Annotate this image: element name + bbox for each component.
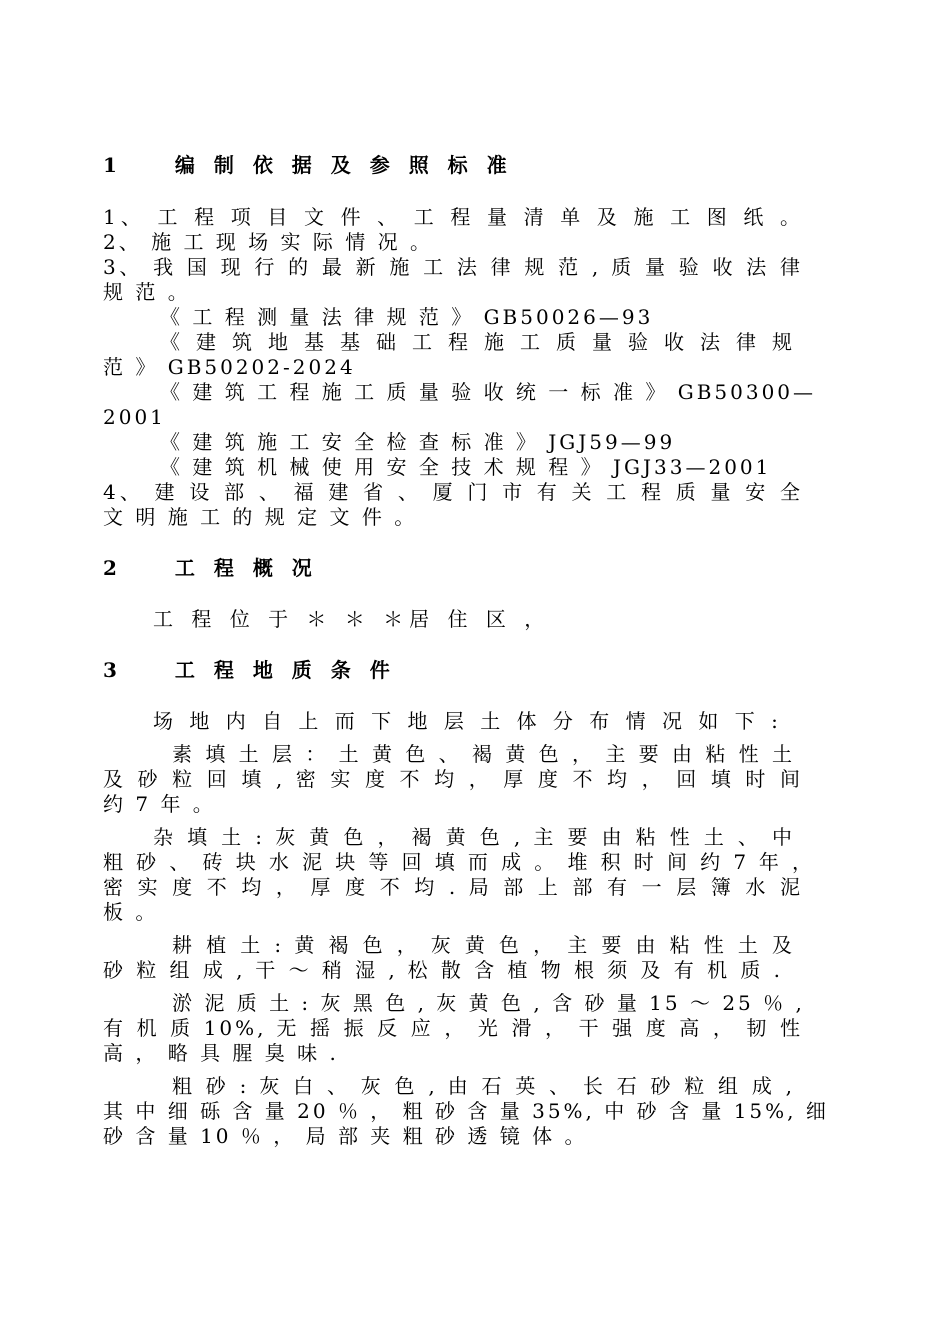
layer-cultivated-soil: 耕 植 土 : 黄 褐 色 ， 灰 黄 色 ， 主 要 由 粘 性 土 及 [172, 933, 795, 957]
basis-item-4-cont: 文 明 施 工 的 规 定 文 件 。 [103, 505, 418, 529]
layer-plain-fill-cont-1: 及 砂 粒 回 填 , 密 实 度 不 均 ， 厚 度 不 均 ， 回 填 时 间 [103, 767, 803, 791]
layer-miscellaneous-fill-cont-1: 粗 砂 、 砖 块 水 泥 块 等 回 填 而 成 。 堆 积 时 间 约 7 年 ， [103, 850, 815, 874]
strata-intro: 场 地 内 自 上 而 下 地 层 土 体 分 布 情 况 如 下 : [153, 709, 783, 733]
section-1-heading: 1 编 制 依 据 及 参 照 标 准 [103, 153, 513, 177]
standard-gb50202: 《 建 筑 地 基 基 础 工 程 施 工 质 量 验 收 法 律 规 [160, 330, 795, 354]
layer-miscellaneous-fill-cont-3: 板 。 [103, 900, 159, 924]
standard-jgj59: 《 建 筑 施 工 安 全 检 查 标 准 》 JGJ59—99 [160, 430, 676, 454]
basis-item-3-cont: 规 范 。 [103, 280, 191, 304]
standard-gb50202-cont: 范 》 GB50202-2024 [103, 355, 356, 379]
basis-item-4: 4、 建 设 部 、 福 建 省 、 厦 门 市 有 关 工 程 质 量 安 全 [103, 480, 803, 504]
layer-coarse-sand-cont-2: 砂 含 量 10 ％ ， 局 部 夹 粗 砂 透 镜 体 。 [103, 1124, 588, 1148]
section-3-heading: 3 工 程 地 质 条 件 [103, 658, 396, 682]
layer-silty-soil-cont-1: 有 机 质 10%, 无 摇 振 反 应 ， 光 滑 ， 干 强 度 高 ， 韧 性 [103, 1016, 803, 1040]
section-2-heading: 2 工 程 概 况 [103, 556, 318, 580]
layer-silty-soil: 淤 泥 质 土 : 灰 黑 色 , 灰 黄 色 , 含 砂 量 15 ～ 25 ％ , [172, 991, 805, 1015]
layer-miscellaneous-fill: 杂 填 土 : 灰 黄 色 ， 褐 黄 色 , 主 要 由 粘 性 土 、 中 [153, 825, 795, 849]
layer-miscellaneous-fill-cont-2: 密 实 度 不 均 ， 厚 度 不 均 . 局 部 上 部 有 一 层 簿 水 泥 [103, 875, 803, 899]
layer-cultivated-soil-cont: 砂 粒 组 成 , 干 ～ 稍 湿 , 松 散 含 植 物 根 须 及 有 机 质 . [103, 958, 783, 982]
standard-gb50300: 《 建 筑 工 程 施 工 质 量 验 收 统 一 标 准 》 GB50300— [160, 380, 817, 404]
standard-gb50300-cont: 2001 [103, 405, 166, 429]
basis-item-1: 1、 工 程 项 目 文 件 、 工 程 量 清 单 及 施 工 图 纸 。 [103, 205, 803, 229]
standard-jgj33: 《 建 筑 机 械 使 用 安 全 技 术 规 程 》 JGJ33—2001 [160, 455, 772, 479]
layer-silty-soil-cont-2: 高 ， 略 具 腥 臭 味 . [103, 1041, 339, 1065]
layer-coarse-sand-cont-1: 其 中 细 砾 含 量 20 ％ ， 粗 砂 含 量 35%, 中 砂 含 量 15%, 细 [103, 1099, 829, 1123]
layer-plain-fill: 素 填 土 层 ： 土 黄 色 、 褐 黄 色 ， 主 要 由 粘 性 土 [172, 742, 795, 766]
basis-item-3: 3、 我 国 现 行 的 最 新 施 工 法 律 规 范 , 质 量 验 收 法 律 [103, 255, 803, 279]
basis-item-2: 2、 施 工 现 场 实 际 情 况 。 [103, 230, 433, 254]
project-location-text: 工 程 位 于 ＊ ＊ ＊居 住 区 ， [153, 607, 551, 631]
layer-coarse-sand: 粗 砂 : 灰 白 、 灰 色 , 由 石 英 、 长 石 砂 粒 组 成 , [172, 1074, 795, 1098]
layer-plain-fill-cont-2: 约 7 年 。 [103, 792, 216, 816]
standard-gb50026: 《 工 程 测 量 法 律 规 范 》 GB50026—93 [160, 305, 654, 329]
